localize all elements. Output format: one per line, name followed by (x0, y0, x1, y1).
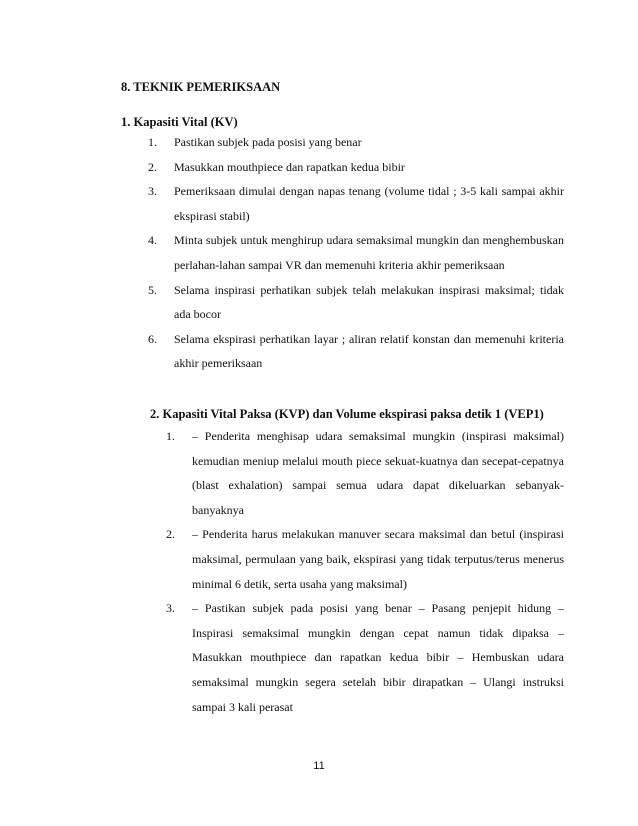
list-item-number: 1. (166, 429, 175, 443)
list-item-text: Masukkan mouthpiece dan rapatkan kedua bibir (174, 159, 405, 174)
list-item-number: 4. (148, 233, 157, 248)
list-item-number: 1. (148, 135, 157, 149)
list-item (166, 424, 564, 522)
subsection-heading-kvp: 2. Kapasiti Vital Paksa (KVP) dan Volume ekspirasi paksa detik 1 (VEP1) (150, 407, 544, 421)
list-item-text: Selama inspirasi perhatikan subjek telah melakukan inspirasi maksimal; tidak ada bocor (174, 282, 564, 322)
list-item-number: 2. (148, 159, 157, 174)
kvp-steps-list (166, 424, 564, 719)
list-item-number: 3. (148, 184, 157, 199)
list-item-text: Selama ekspirasi perhatikan layar ; aliran relatif konstan dan memenuhi kriteria akhir pemeriksaan (174, 331, 564, 371)
list-item (148, 278, 564, 327)
list-item (148, 179, 564, 228)
list-item-text: Pastikan subjek pada posisi yang benar (174, 135, 362, 149)
list-item-number: 5. (148, 282, 157, 297)
list-item-text: – Penderita harus melakukan manuver secara maksimal dan betul (inspirasi maksimal, permulaan yang baik, ekspirasi yang tidak terputus/terus menerus minimal 6 detik, serta usaha yang maksimal) (192, 527, 564, 591)
list-item (148, 130, 564, 155)
list-item-number: 2. (166, 527, 175, 542)
list-item-text: – Pastikan subjek pada posisi yang benar – Pasang penjepit hidung – Inspirasi semaksimal mungkin dengan cepat namun tidak dipaksa – Masukkan mouthpiece dan rapatkan kedua bibir – Hembuskan udara semaksimal mungkin segera setelah bibir dirapatkan – Ulangi instruksi sampai 3 kali perasat (192, 601, 564, 714)
list-item (166, 596, 564, 719)
section-heading: 8. TEKNIK PEMERIKSAAN (121, 80, 281, 94)
list-item (148, 327, 564, 376)
kv-steps-list (148, 130, 564, 376)
subsection-heading-kv: 1. Kapasiti Vital (KV) (121, 115, 238, 129)
list-item-number: 6. (148, 331, 157, 346)
page-number: 11 (313, 760, 325, 772)
list-item-number: 3. (166, 601, 175, 616)
list-item (148, 155, 564, 180)
list-item (166, 522, 564, 596)
list-item-text: – Penderita menghisap udara semaksimal mungkin (inspirasi maksimal) kemudian meniup melalui mouth piece sekuat-kuatnya dan secepat-cepatnya (blast exhalation) sampai semua udara dapat dikeluarkan sebanyak-banyaknya (192, 429, 564, 517)
list-item-text: Pemeriksaan dimulai dengan napas tenang (volume tidal ; 3-5 kali sampai akhir ekspirasi stabil) (174, 184, 564, 223)
list-item (148, 228, 564, 277)
list-item-text: Minta subjek untuk menghirup udara semaksimal mungkin dan menghembuskan perlahan-lahan sampai VR dan memenuhi kriteria akhir pemeriksaan (174, 233, 564, 272)
